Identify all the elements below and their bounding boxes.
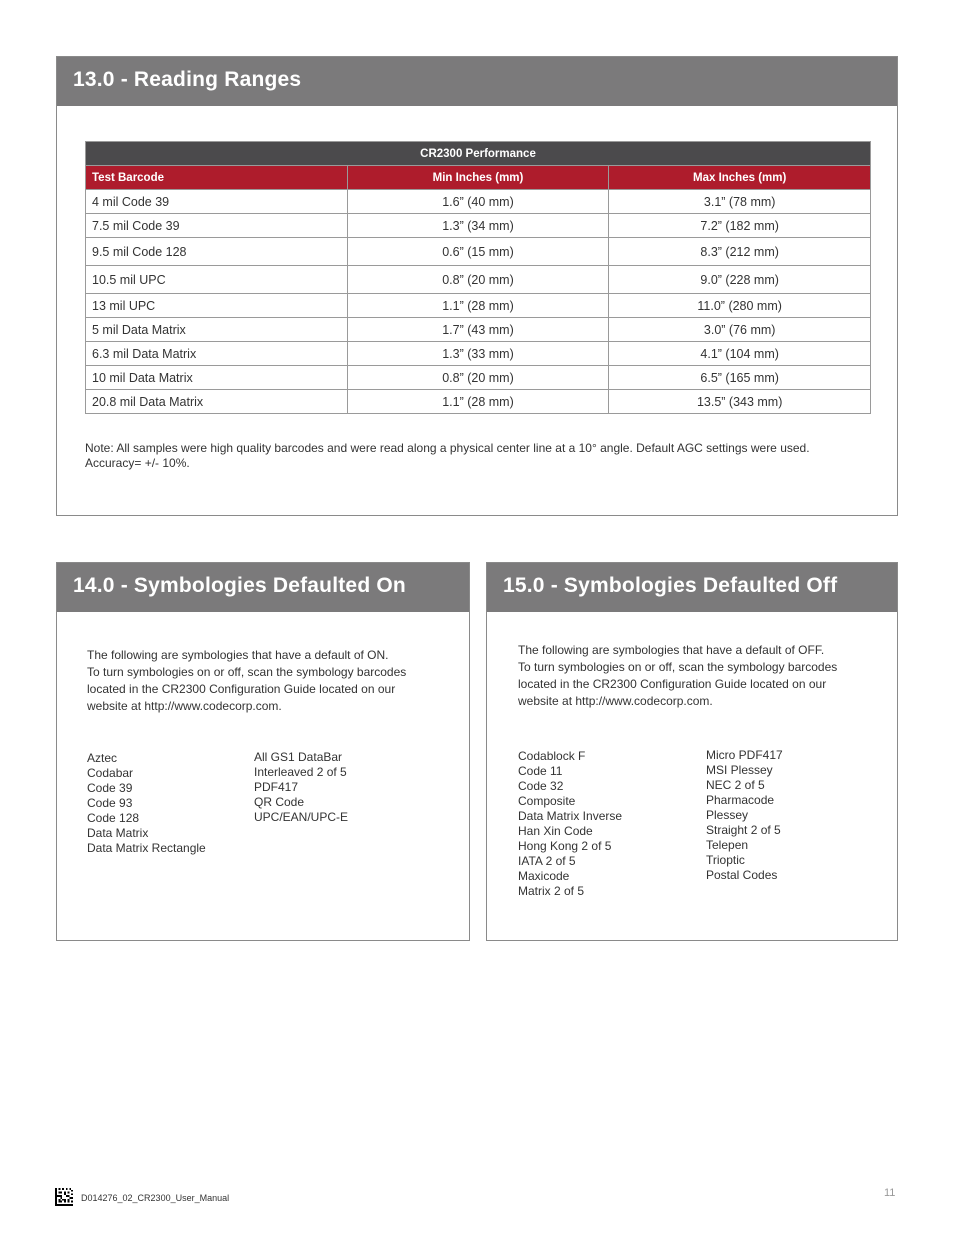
table-cell-barcode: 10.5 mil UPC xyxy=(86,266,348,294)
table-cell-max: 8.3” (212 mm) xyxy=(609,238,871,266)
table-row xyxy=(86,342,871,366)
table-cell-max: 7.2” (182 mm) xyxy=(609,214,871,238)
list-item: Interleaved 2 of 5 xyxy=(254,765,347,779)
list-item: Codabar xyxy=(87,766,134,780)
table-cell-max: 6.5” (165 mm) xyxy=(609,366,871,390)
list-item: Trioptic xyxy=(706,853,745,867)
intro-line: located in the CR2300 Configuration Guide located on our xyxy=(87,682,396,696)
performance-table-title: CR2300 Performance xyxy=(86,142,871,166)
table-row xyxy=(86,214,871,238)
intro-line: To turn symbologies on or off, scan the symbology barcodes xyxy=(518,660,838,674)
list-item: Code 11 xyxy=(518,764,563,778)
defaulted-off-section xyxy=(486,562,898,941)
list-item: Maxicode xyxy=(518,869,570,883)
list-item: Matrix 2 of 5 xyxy=(518,884,585,898)
page-number: 11 xyxy=(884,1187,896,1199)
reading-ranges-section xyxy=(56,56,898,516)
list-item: IATA 2 of 5 xyxy=(518,854,576,868)
table-cell-barcode: 4 mil Code 39 xyxy=(86,190,348,214)
column-header-test-barcode: Test Barcode xyxy=(86,166,348,190)
defaulted-off-list-1 xyxy=(518,749,622,899)
table-cell-min: 0.8” (20 mm) xyxy=(347,266,609,294)
reading-ranges-heading: 13.0 - Reading Ranges xyxy=(57,57,897,106)
table-cell-min: 0.6” (15 mm) xyxy=(347,238,609,266)
intro-line: located in the CR2300 Configuration Guide located on our xyxy=(518,677,827,691)
list-item: PDF417 xyxy=(254,780,299,794)
list-item: NEC 2 of 5 xyxy=(706,778,765,792)
defaulted-on-intro xyxy=(87,647,457,715)
note-line: Accuracy= +/- 10%. xyxy=(85,456,190,470)
table-cell-min: 1.7” (43 mm) xyxy=(347,318,609,342)
list-item: Code 39 xyxy=(87,781,133,795)
table-cell-barcode: 13 mil UPC xyxy=(86,294,348,318)
defaulted-on-list-2 xyxy=(254,750,348,825)
defaulted-on-list-1 xyxy=(87,751,206,856)
defaulted-on-heading: 14.0 - Symbologies Defaulted On xyxy=(57,563,469,612)
intro-line: To turn symbologies on or off, scan the symbology barcodes xyxy=(87,665,407,679)
table-cell-min: 0.8” (20 mm) xyxy=(347,366,609,390)
list-item: Code 128 xyxy=(87,811,140,825)
table-cell-max: 11.0” (280 mm) xyxy=(609,294,871,318)
list-item: UPC/EAN/UPC-E xyxy=(254,810,349,824)
defaulted-on-section xyxy=(56,562,470,941)
list-item: QR Code xyxy=(254,795,305,809)
table-cell-barcode: 6.3 mil Data Matrix xyxy=(86,342,348,366)
data-matrix-code-icon xyxy=(55,1188,73,1206)
list-item: Data Matrix Rectangle xyxy=(87,841,206,855)
list-item: Codablock F xyxy=(518,749,586,763)
table-row xyxy=(86,366,871,390)
table-cell-min: 1.1” (28 mm) xyxy=(347,390,609,414)
table-row xyxy=(86,190,871,214)
defaulted-off-heading: 15.0 - Symbologies Defaulted Off xyxy=(487,563,897,612)
list-item: Postal Codes xyxy=(706,868,778,882)
list-item: All GS1 DataBar xyxy=(254,750,343,764)
column-header-max-inches: Max Inches (mm) xyxy=(609,166,871,190)
table-row xyxy=(86,318,871,342)
column-header-min-inches: Min Inches (mm) xyxy=(347,166,609,190)
note-line: Note: All samples were high quality barcodes and were read along a physical center line at a 10° angle. Default AGC settings were used. xyxy=(85,441,810,455)
table-cell-min: 1.1” (28 mm) xyxy=(347,294,609,318)
list-item: Straight 2 of 5 xyxy=(706,823,781,837)
table-cell-barcode: 9.5 mil Code 128 xyxy=(86,238,348,266)
intro-line: The following are symbologies that have a default of ON. xyxy=(87,648,389,662)
list-item: Code 32 xyxy=(518,779,564,793)
intro-line: website at http://www.codecorp.com. xyxy=(518,694,713,708)
table-cell-barcode: 7.5 mil Code 39 xyxy=(86,214,348,238)
list-item: Han Xin Code xyxy=(518,824,593,838)
list-item: MSI Plessey xyxy=(706,763,773,777)
table-row xyxy=(86,294,871,318)
table-cell-barcode: 10 mil Data Matrix xyxy=(86,366,348,390)
list-item: Composite xyxy=(518,794,576,808)
defaulted-off-intro xyxy=(518,642,888,710)
list-item: Aztec xyxy=(87,751,118,765)
table-cell-max: 9.0” (228 mm) xyxy=(609,266,871,294)
list-item: Telepen xyxy=(706,838,749,852)
table-cell-min: 1.6” (40 mm) xyxy=(347,190,609,214)
list-item: Data Matrix xyxy=(87,826,149,840)
list-item: Code 93 xyxy=(87,796,133,810)
table-cell-barcode: 5 mil Data Matrix xyxy=(86,318,348,342)
table-cell-max: 3.0” (76 mm) xyxy=(609,318,871,342)
performance-table xyxy=(85,141,871,414)
defaulted-off-list-2 xyxy=(706,748,783,883)
table-cell-max: 4.1” (104 mm) xyxy=(609,342,871,366)
accuracy-note xyxy=(85,441,875,471)
table-cell-min: 1.3” (33 mm) xyxy=(347,342,609,366)
list-item: Plessey xyxy=(706,808,749,822)
list-item: Data Matrix Inverse xyxy=(518,809,623,823)
table-cell-min: 1.3” (34 mm) xyxy=(347,214,609,238)
table-cell-max: 13.5” (343 mm) xyxy=(609,390,871,414)
table-cell-max: 3.1” (78 mm) xyxy=(609,190,871,214)
list-item: Pharmacode xyxy=(706,793,775,807)
intro-line: The following are symbologies that have a default of OFF. xyxy=(518,643,825,657)
list-item: Micro PDF417 xyxy=(706,748,783,762)
list-item: Hong Kong 2 of 5 xyxy=(518,839,612,853)
table-cell-barcode: 20.8 mil Data Matrix xyxy=(86,390,348,414)
document-id: D014276_02_CR2300_User_Manual xyxy=(81,1193,230,1203)
table-row xyxy=(86,390,871,414)
table-row xyxy=(86,266,871,294)
table-row xyxy=(86,238,871,266)
intro-line: website at http://www.codecorp.com. xyxy=(87,699,282,713)
